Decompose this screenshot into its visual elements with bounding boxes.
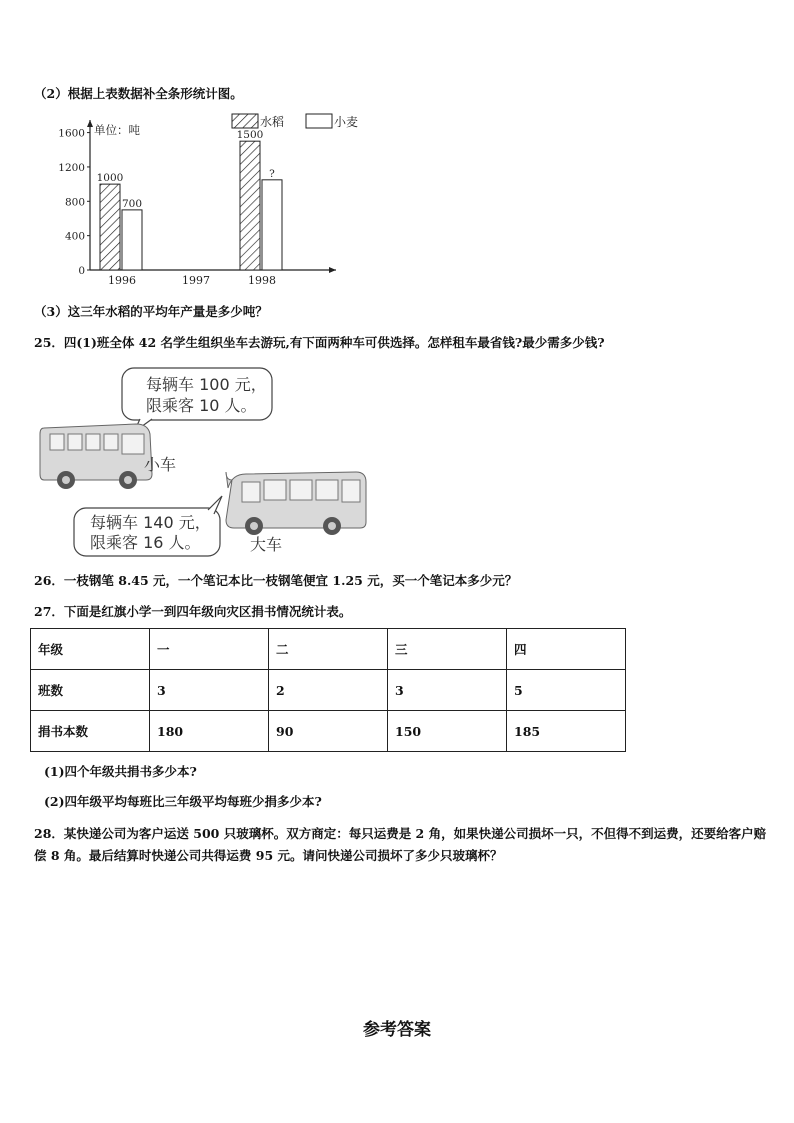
large-bus-label: 大车 (250, 535, 283, 554)
table-cell: 捐书本数 (31, 711, 150, 752)
legend-label: 水稻 (260, 115, 285, 129)
table-cell: 5 (507, 670, 626, 711)
y-tick-label: 1200 (58, 161, 85, 174)
table-cell: 150 (388, 711, 507, 752)
bar-wheat (122, 210, 142, 270)
table-cell: 二 (269, 629, 388, 670)
large-bus-bubble (74, 496, 222, 556)
data-label: 700 (121, 197, 143, 210)
table-cell: 90 (269, 711, 388, 752)
table-cell: 185 (507, 711, 626, 752)
q26-text: 26．一枝钢笔 8.45 元，一个笔记本比一枝钢笔便宜 1.25 元，买一个笔记本多少元？ (34, 573, 518, 588)
y-axis-arrow (87, 120, 93, 127)
table-cell: 三 (388, 629, 507, 670)
bar-chart (50, 108, 359, 292)
donation-table (30, 628, 626, 752)
x-axis-arrow (329, 267, 336, 273)
large-bus-capacity: 限乘客 16 人。 (90, 533, 201, 552)
table-row (31, 711, 626, 752)
table-row (31, 629, 626, 670)
bar-wheat (262, 180, 282, 270)
q28-text: 28．某快递公司为客户运送 500 只玻璃杯。双方商定：每只运费是 2 角，如果快递公司损坏一只，不但得不到运费，还要给客户赔偿 8 角。最后结算时快递公司共得运费 95 元。请问快递公司损坏了多少只玻璃杯？ (34, 826, 767, 863)
table-cell: 四 (507, 629, 626, 670)
table-cell: 180 (150, 711, 269, 752)
table-cell: 年级 (31, 629, 150, 670)
q24-part2: （2）根据上表数据补全条形统计图。 (34, 86, 243, 101)
bar-rice (100, 184, 120, 270)
large-bus-price: 每辆车 140 元， (90, 513, 211, 532)
q27-sub1: (1)四个年级共捐书多少本? (44, 764, 197, 779)
y-tick-label: 0 (78, 265, 85, 277)
legend-swatch (232, 114, 258, 128)
y-tick-label: 800 (64, 196, 85, 209)
small-bus-label: 小车 (144, 455, 177, 474)
data-label: 1500 (236, 129, 264, 142)
y-tick-label: 1600 (58, 127, 85, 140)
q24-part3: （3）这三年水稻的平均年产量是多少吨？ (34, 304, 268, 319)
small-bus-icon (40, 424, 152, 489)
legend-label: 小麦 (334, 115, 359, 129)
data-label: ? (269, 167, 275, 180)
small-bus-bubble (122, 368, 272, 432)
table-row (31, 670, 626, 711)
data-label: 1000 (96, 172, 124, 185)
small-bus-capacity: 限乘客 10 人。 (146, 396, 257, 415)
bar-rice (240, 141, 260, 270)
large-bus-icon (226, 472, 366, 535)
legend-swatch (306, 114, 332, 128)
table-cell: 班数 (31, 670, 150, 711)
answer-title: 参考答案 (363, 1020, 431, 1040)
x-tick-label: 1997 (182, 274, 210, 287)
x-tick-label: 1998 (248, 274, 276, 287)
q25-text: 25．四(1)班全体 42 名学生组织坐车去游玩,有下面两种车可供选择。怎样租车最省钱?最少需多少钱? (34, 335, 605, 350)
table-cell: 3 (150, 670, 269, 711)
y-tick-label: 400 (64, 230, 85, 243)
small-bus-price: 每辆车 100 元， (146, 375, 267, 394)
q27-sub2: (2)四年级平均每班比三年级平均每班少捐多少本? (44, 794, 322, 809)
bus-illustration (36, 362, 376, 558)
q27-text: 27．下面是红旗小学一到四年级向灾区捐书情况统计表。 (34, 604, 352, 619)
x-tick-label: 1996 (108, 274, 136, 287)
table-cell: 3 (388, 670, 507, 711)
table-cell: 2 (269, 670, 388, 711)
table-cell: 一 (150, 629, 269, 670)
unit-label: 单位：吨 (94, 123, 140, 137)
